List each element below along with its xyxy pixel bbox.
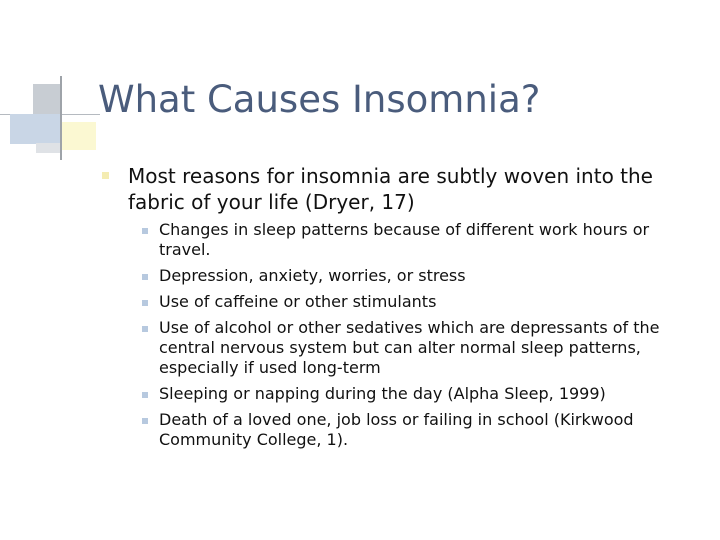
main-bullet-item [100,163,700,215]
sub-bullet-item [100,220,700,260]
square-bullet-icon [142,418,148,424]
sub-bullet-list [100,220,700,450]
square-bullet-icon [102,172,109,179]
square-bullet-icon [142,228,148,234]
decorative-square-yellow [60,122,96,150]
sub-bullet-text: Depression, anxiety, worries, or stress [159,266,466,285]
slide-content [100,163,700,456]
sub-bullet-text: Death of a loved one, job loss or failing in school (Kirkwood Community College, 1). [159,410,634,449]
sub-bullet-text: Changes in sleep patterns because of different work hours or travel. [159,220,650,259]
decorative-square-light-gray [36,143,60,153]
square-bullet-icon [142,274,148,280]
sub-bullet-item [100,266,700,286]
sub-bullet-text: Use of alcohol or other sedatives which are depressants of the central nervous system but can alter normal sleep patterns, especially if used long-term [159,318,660,377]
square-bullet-icon [142,326,148,332]
slide-title: What Causes Insomnia? [98,78,541,121]
square-bullet-icon [142,300,148,306]
main-bullet-text: Most reasons for insomnia are subtly woven into the fabric of your life (Dryer, 17) [128,164,653,214]
sub-bullet-text: Sleeping or napping during the day (Alpha Sleep, 1999) [159,384,606,403]
decorative-square-blue [10,114,60,144]
sub-bullet-item [100,410,700,450]
sub-bullet-item [100,292,700,312]
decorative-line-vertical [60,76,62,160]
square-bullet-icon [142,392,148,398]
decorative-square-gray [33,84,60,114]
sub-bullet-text: Use of caffeine or other stimulants [159,292,437,311]
sub-bullet-item [100,384,700,404]
sub-bullet-item [100,318,700,378]
